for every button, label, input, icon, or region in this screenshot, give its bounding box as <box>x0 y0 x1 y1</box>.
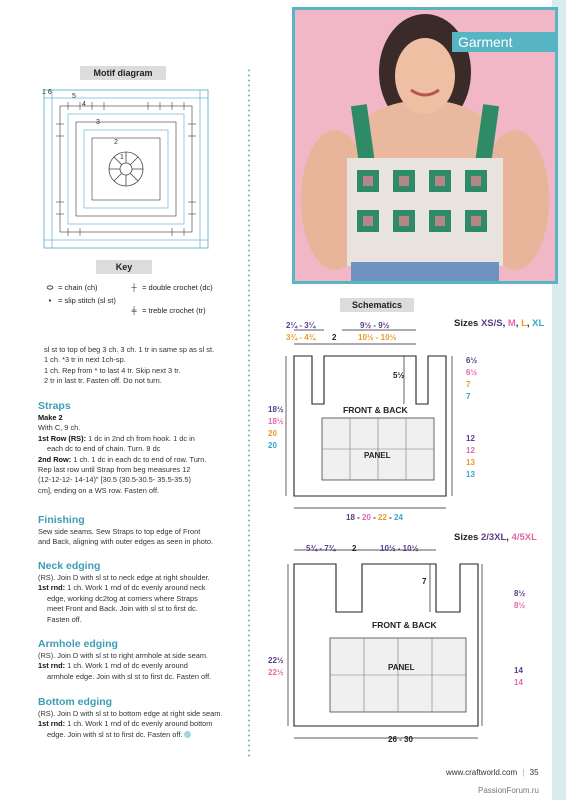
neck-edging-heading: Neck edging <box>38 560 101 572</box>
top-front-back-label: FRONT & BACK <box>343 405 408 415</box>
finishing-heading: Finishing <box>38 514 85 526</box>
footer-site-link[interactable]: www.craftworld.com <box>446 768 518 777</box>
bottom-right-body: 14 14 <box>514 666 523 687</box>
top-gap: 2 <box>332 333 337 342</box>
bottom-edging-section: Bottom edging (RS). Join D with sl st to bottom edge at right side seam. 1st rnd: 1 ch. Work 1 rnd of dc evenly around bottom edge. Join with sl st to first dc. Fasten off. <box>38 696 248 740</box>
motif-diagram-title: Motif diagram <box>80 66 166 80</box>
motif-label-4: 4 <box>82 101 86 108</box>
key-treble-crochet: ╪ = treble crochet (tr) <box>128 306 206 315</box>
finishing-section: Finishing Sew side seams. Sew Straps to top edge of Front and Back, aligning with outer edges as seen in photo. <box>38 514 248 548</box>
intro-instructions: sl st to top of beg 3 ch. 3 ch. 1 tr in same sp as sl st. 1 ch. *3 tr in next 1ch-sp. 1 ch. Rep from * to last 4 tr. Skip next 3 tr. 2 tr in last tr. Fasten off. Do not turn. <box>44 345 215 386</box>
straps-section: Straps Make 2 With C, 9 ch. 1st Row (RS): 1 dc in 2nd ch from hook. 1 dc in each dc to end of chain. Turn. 8 dc 2nd Row: 1 ch. 1 dc in each dc to end of row. Turn. Rep last row until Strap from beg measures 12 (12-12-12- 14-14)" [30.5 (30.5-30.5- 35.5-35.5) cm], ending on a WS row. Fasten off. <box>38 400 248 496</box>
motif-label-5: 5 <box>72 93 76 100</box>
top-strap-width-b: 3¾ - 4¾ <box>286 333 316 342</box>
armhole-edging-section: Armhole edging (RS). Join D with sl st to right armhole at side seam. 1st rnd: 1 ch. Work 1 rnd of dc evenly around armhole edge. Join with sl st to first dc. Fasten off. <box>38 638 248 682</box>
bottom-front-back-label: FRONT & BACK <box>372 620 437 630</box>
armhole-edging-heading: Armhole edging <box>38 638 118 650</box>
bottom-strap-width: 5¾ - 7¾ <box>306 544 336 553</box>
bottom-gap: 2 <box>352 544 357 553</box>
top-neck-depth: 5½ <box>393 371 405 380</box>
motif-label-3: 3 <box>96 119 100 126</box>
bottom-edging-heading: Bottom edging <box>38 696 113 708</box>
treble-crochet-symbol-icon: ╪ <box>131 306 137 315</box>
end-dot-icon <box>184 731 191 738</box>
garment-label: Garment <box>452 32 556 52</box>
bottom-left-heights: 22½ 22½ <box>268 656 284 677</box>
key-title: Key <box>96 260 152 274</box>
schematic-bottom-drawing <box>284 540 484 745</box>
slip-stitch-symbol-icon: • <box>48 296 52 305</box>
bottom-neck-width: 10½ - 10½ <box>380 544 419 553</box>
top-bottom-width: 18 - 20 - 22 - 24 <box>346 513 403 522</box>
straps-heading: Straps <box>38 400 71 412</box>
watermark: PassionForum.ru <box>478 786 539 795</box>
bottom-right-armhole: 8½ 8½ <box>514 589 526 610</box>
bottom-neck-depth: 7 <box>422 577 427 586</box>
top-left-heights: 18½ 18½ 20 20 <box>268 405 284 450</box>
motif-label-2: 2 <box>114 139 118 146</box>
page-footer: www.craftworld.com | 35 <box>446 768 539 777</box>
motif-label-1: 1 <box>120 154 124 161</box>
top-strap-width-a: 2¼ - 3¼ <box>286 321 316 330</box>
bottom-width: 26 - 30 <box>388 735 413 744</box>
sizes-bottom: Sizes 2/3XL, 4/5XL <box>454 532 537 543</box>
schematic-top-drawing <box>280 320 460 520</box>
neck-edging-section: Neck edging (RS). Join D with sl st to neck edge at right shoulder. 1st rnd: 1 ch. Work 1 rnd of dc evenly around neck edge, working dc2tog at corners where Straps meet Front and Back. Join with sl st to first dc. Fasten off. <box>38 560 248 625</box>
double-crochet-symbol-icon: ┼ <box>131 283 137 292</box>
key-chain: ⬭ = chain (ch) <box>44 283 98 293</box>
motif-diagram <box>38 84 214 254</box>
chain-symbol-icon: ⬭ <box>46 283 54 292</box>
top-panel-label: PANEL <box>364 451 391 460</box>
schematics-title: Schematics <box>340 298 414 312</box>
top-right-armhole: 6½ 6½ 7 7 <box>466 356 478 401</box>
sizes-top: Sizes XS/S, M, L, XL <box>454 318 545 329</box>
key-slip-stitch: • = slip stitch (sl st) <box>44 296 116 305</box>
motif-label-6: 1 6 <box>42 89 52 96</box>
page-number: 35 <box>529 768 539 777</box>
top-neck-width-a: 9½ - 9½ <box>360 321 390 330</box>
column-divider <box>248 68 250 758</box>
key-double-crochet: ┼ = double crochet (dc) <box>128 283 213 292</box>
bottom-panel-label: PANEL <box>388 663 415 672</box>
top-right-body: 12 12 13 13 <box>466 434 475 479</box>
top-neck-width-b: 10½ - 10½ <box>358 333 397 342</box>
